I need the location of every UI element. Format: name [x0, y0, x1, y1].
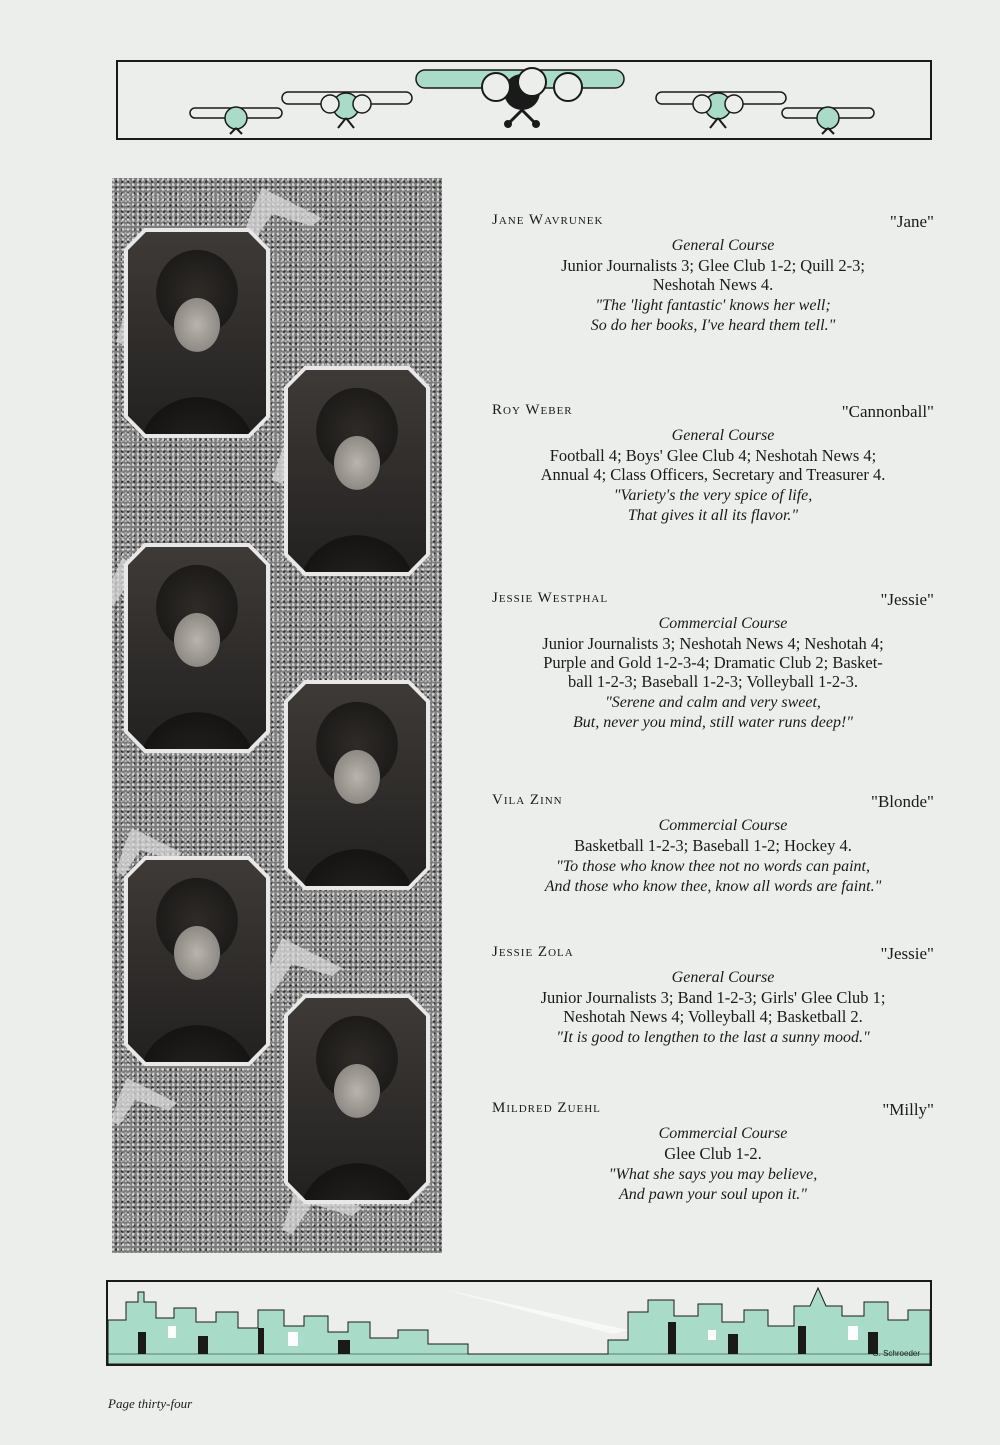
student-nickname: "Jane" — [889, 212, 934, 231]
header-airplane-banner — [116, 60, 932, 140]
quote: "The 'light fantastic' knows her well; So do her books, I've heard them tell." — [590, 297, 836, 334]
airplane-icon — [656, 92, 786, 128]
course: General Course — [671, 969, 775, 986]
entry-jessie-westphal — [492, 590, 934, 733]
activities: Junior Journalists 3; Band 1-2-3; Girls' Glee Club 1; Neshotah News 4; Volleyball 4; Basketball 2. — [540, 988, 886, 1026]
entry-jessie-zola — [492, 944, 934, 1048]
student-nickname: "Cannonball" — [841, 402, 934, 421]
portrait-jessie-zola — [124, 856, 270, 1066]
activities: Junior Journalists 3; Glee Club 1-2; Quill 2-3; Neshotah News 4. — [561, 256, 865, 294]
student-name: Jane Wavrunek — [492, 212, 604, 228]
course: General Course — [671, 427, 775, 444]
portrait-mildred-zuehl — [284, 994, 430, 1204]
activities: Football 4; Boys' Glee Club 4; Neshotah News 4; Annual 4; Class Officers, Secretary and Treasurer 4. — [540, 446, 886, 484]
student-nickname: "Jessie" — [880, 590, 934, 609]
artist-signature: G. Schroeder — [872, 1349, 920, 1358]
course: Commercial Course — [658, 615, 788, 632]
portrait-jane-wavrunek — [124, 228, 270, 438]
activities: Basketball 1-2-3; Baseball 1-2; Hockey 4. — [574, 836, 852, 855]
city-skyline-illustration — [108, 1282, 930, 1364]
footer-skyline-banner — [106, 1280, 932, 1366]
entry-vila-zinn — [492, 792, 934, 897]
quote: "What she says you may believe, And pawn your soul upon it." — [608, 1166, 818, 1203]
entry-jane-wavrunek — [492, 212, 934, 336]
quote: "Serene and calm and very sweet, But, never you mind, still water runs deep!" — [572, 694, 853, 731]
portrait-vila-zinn — [284, 680, 430, 890]
quote: "To those who know thee not no words can paint, And those who know thee, know all words are faint." — [544, 858, 882, 895]
portrait-panel — [112, 178, 442, 1253]
airplane-icon — [282, 92, 412, 128]
course: General Course — [671, 237, 775, 254]
course: Commercial Course — [658, 817, 788, 834]
entry-roy-weber — [492, 402, 934, 526]
student-name: Roy Weber — [492, 402, 573, 418]
quote: "It is good to lengthen to the last a sunny mood." — [556, 1029, 870, 1046]
student-name: Vila Zinn — [492, 792, 563, 808]
activities: Glee Club 1-2. — [664, 1144, 762, 1163]
page-number: Page thirty-four — [108, 1396, 193, 1411]
quote: "Variety's the very spice of life, That gives it all its flavor." — [613, 487, 813, 524]
entry-mildred-zuehl — [492, 1100, 934, 1205]
course: Commercial Course — [658, 1125, 788, 1142]
portrait-roy-weber — [284, 366, 430, 576]
activities: Junior Journalists 3; Neshotah News 4; Neshotah 4; Purple and Gold 1-2-3-4; Dramatic Club 2; Basket- ball 1-2-3; Baseball 1-2-3; Volleyball 1-2-3. — [542, 634, 884, 691]
student-name: Jessie Zola — [492, 944, 574, 960]
portrait-jessie-westphal — [124, 543, 270, 753]
student-name: Mildred Zuehl — [492, 1100, 601, 1116]
student-nickname: "Blonde" — [871, 792, 934, 811]
student-name: Jessie Westphal — [492, 590, 609, 606]
airplane-icon — [416, 68, 624, 128]
airplane-icon — [190, 107, 282, 134]
student-nickname: "Milly" — [882, 1100, 934, 1119]
student-nickname: "Jessie" — [880, 944, 934, 963]
airplane-row-illustration — [118, 62, 930, 138]
airplane-icon — [782, 107, 874, 134]
